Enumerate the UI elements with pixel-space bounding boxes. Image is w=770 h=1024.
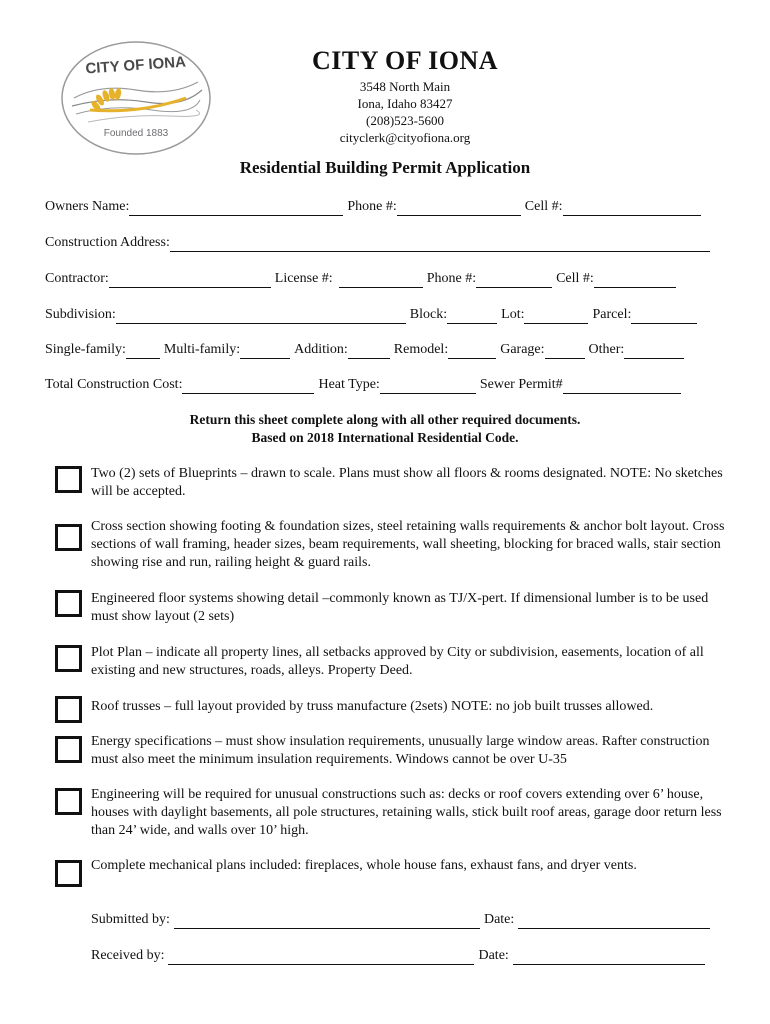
contractor-row: [45, 270, 680, 288]
construction-address-label: Construction Address:: [45, 235, 170, 250]
checklist-checkbox[interactable]: [55, 736, 82, 763]
checklist-item-cross-section: Cross section showing footing & foundation sizes, steel retaining walls requirements & anchor bolt layout. Cross sections of wall framing, header sizes, beam requirements, wall sheeting, blocking for braced walls, stair section showing rise and run, railing height & guard rails.: [91, 519, 725, 570]
lot-field[interactable]: [524, 309, 588, 324]
parcel-label: Parcel:: [592, 307, 632, 322]
subdivision-row: [45, 306, 701, 324]
checklist-item-mechanical: Complete mechanical plans included: fireplaces, whole house fans, exhaust fans, and dryer vents.: [91, 858, 637, 873]
block-label: Block:: [409, 307, 448, 322]
owners-name-label: Owners Name:: [45, 199, 130, 214]
checklist-checkbox[interactable]: [55, 696, 82, 723]
construction-address-field[interactable]: [170, 237, 710, 252]
block-field[interactable]: [447, 309, 497, 324]
submitted-by-field[interactable]: [174, 914, 480, 929]
contractor-field[interactable]: [109, 273, 271, 288]
city-email: cityclerk@cityofiona.org: [339, 130, 471, 145]
submitted-by-label: Submitted by:: [91, 912, 170, 927]
checklist-item-blueprints: Two (2) sets of Blueprints – drawn to scale. Plans must show all floors & rooms designated. NOTE: No sketches will be accepted.: [91, 466, 723, 499]
single-family-field[interactable]: [126, 344, 160, 359]
checklist-checkbox[interactable]: [55, 645, 82, 672]
cost-row: [45, 376, 685, 394]
subdivision-field[interactable]: [116, 309, 406, 324]
checklist-item-engineering: Engineering will be required for unusual constructions such as: decks or roof covers extending over 6’ house, houses with daylight basements, all pole structures, retaining walls, stick built roof areas, garage door return less than 24’ wide, and walls over 10’ high.: [91, 787, 722, 838]
garage-label: Garage:: [500, 342, 545, 357]
multi-family-label: Multi-family:: [163, 342, 241, 357]
multi-family-field[interactable]: [240, 344, 290, 359]
single-family-label: Single-family:: [45, 342, 126, 357]
received-date-label: Date:: [478, 948, 509, 963]
owner-phone-label: Phone #:: [347, 199, 397, 214]
sewer-permit-label: Sewer Permit#: [479, 377, 563, 392]
owners-name-field[interactable]: [129, 201, 343, 216]
total-cost-field[interactable]: [182, 379, 314, 394]
owner-phone-field[interactable]: [397, 201, 521, 216]
checklist-item-energy: Energy specifications – must show insulation requirements, unusually large window areas. Rafter construction must also meet the minimum insulation requirements. Windows cannot be over U-35: [91, 734, 710, 767]
contractor-label: Contractor:: [45, 271, 109, 286]
received-by-row: [91, 947, 709, 965]
parcel-field[interactable]: [631, 309, 697, 324]
total-cost-label: Total Construction Cost:: [45, 377, 183, 392]
addition-label: Addition:: [294, 342, 348, 357]
checklist-item-plot-plan: Plot Plan – indicate all property lines, all setbacks approved by City or subdivision, easements, location of all existing and new structures, roads, alleys. Property Deed.: [91, 645, 704, 678]
city-address: 3548 North Main: [359, 79, 451, 94]
checklist-item-roof-trusses: Roof trusses – full layout provided by truss manufacture (2sets) NOTE: no job built trusses allowed.: [91, 699, 654, 714]
checklist-item-floor-systems: Engineered floor systems showing detail –commonly known as TJ/X-pert. If dimensional lumber is to be used must show layout (2 sets): [91, 591, 709, 624]
checklist-checkbox[interactable]: [55, 860, 82, 887]
form-title: Residential Building Permit Application: [239, 158, 531, 177]
received-by-field[interactable]: [168, 950, 474, 965]
addition-field[interactable]: [348, 344, 390, 359]
logo-founded: Founded 1883: [103, 128, 169, 139]
address-row: [45, 234, 714, 252]
contractor-phone-field[interactable]: [476, 273, 552, 288]
owner-info-row: [45, 198, 705, 216]
instructions-line-1: Return this sheet complete along with all other required documents.: [189, 412, 581, 427]
contractor-cell-label: Cell #:: [556, 271, 594, 286]
logo-name: CITY OF IONA: [84, 53, 187, 78]
city-location: Iona, Idaho 83427: [357, 96, 453, 111]
checklist-checkbox[interactable]: [55, 788, 82, 815]
project-type-row: [45, 341, 688, 359]
owner-cell-label: Cell #:: [524, 199, 563, 214]
received-date-field[interactable]: [513, 950, 705, 965]
submitted-date-label: Date:: [483, 912, 515, 927]
city-phone: (208)523-5600: [366, 113, 444, 128]
heat-type-field[interactable]: [380, 379, 476, 394]
garage-field[interactable]: [545, 344, 585, 359]
submitted-by-row: [91, 911, 714, 929]
checklist-checkbox[interactable]: [55, 590, 82, 617]
received-by-label: Received by:: [91, 948, 165, 963]
sewer-permit-field[interactable]: [563, 379, 681, 394]
contractor-cell-field[interactable]: [594, 273, 676, 288]
city-seal-logo: [60, 40, 212, 156]
license-field[interactable]: [339, 273, 423, 288]
city-title: CITY OF IONA: [311, 46, 499, 75]
submitted-date-field[interactable]: [518, 914, 710, 929]
checklist-checkbox[interactable]: [55, 524, 82, 551]
remodel-label: Remodel:: [393, 342, 449, 357]
subdivision-label: Subdivision:: [45, 307, 116, 322]
other-field[interactable]: [624, 344, 684, 359]
owner-cell-field[interactable]: [563, 201, 701, 216]
license-label: License #:: [274, 271, 333, 286]
heat-type-label: Heat Type:: [318, 377, 380, 392]
instructions-line-2: Based on 2018 International Residential Code.: [251, 430, 519, 445]
other-label: Other:: [588, 342, 625, 357]
checklist-checkbox[interactable]: [55, 466, 82, 493]
lot-label: Lot:: [501, 307, 525, 322]
contractor-phone-label: Phone #:: [426, 271, 477, 286]
remodel-field[interactable]: [448, 344, 496, 359]
